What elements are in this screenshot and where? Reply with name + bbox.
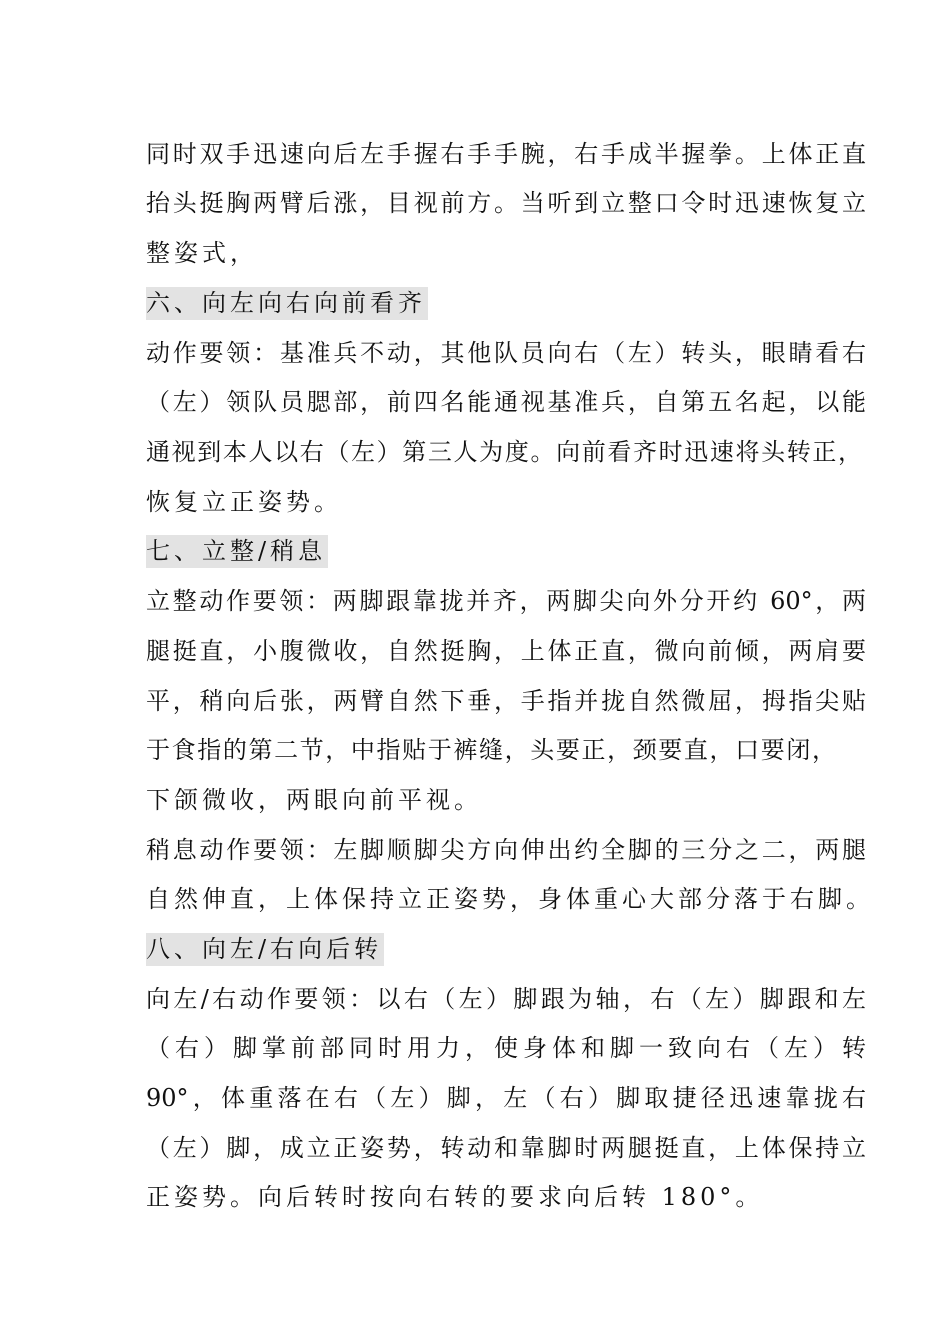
section-heading-text: 八、向左/右向后转 — [146, 933, 384, 966]
section-heading-8 — [146, 932, 866, 966]
paragraph-line: 下颌微收，两眼向前平视。 — [146, 786, 482, 814]
section-heading-text: 六、向左向右向前看齐 — [146, 287, 428, 320]
paragraph-line: 90°，体重落在右（左）脚，左（右）脚取捷径迅速靠拢右 — [146, 1084, 866, 1112]
paragraph-line: 动作要领：基准兵不动，其他队员向右（左）转头，眼睛看右 — [146, 339, 866, 367]
paragraph-line: 稍息动作要领：左脚顺脚尖方向伸出约全脚的三分之二，两腿 — [146, 836, 866, 864]
paragraph-line: 立整动作要领：两脚跟靠拢并齐，两脚尖向外分开约 60°，两 — [146, 587, 866, 615]
paragraph-line: 同时双手迅速向后左手握右手手腕，右手成半握拳。上体正直 — [146, 140, 866, 168]
paragraph-line: （左）领队员腮部，前四名能通视基准兵，自第五名起，以能 — [146, 388, 866, 416]
section-heading-text: 七、立整/稍息 — [146, 535, 328, 568]
paragraph-line: 通视到本人以右（左）第三人为度。向前看齐时迅速将头转正， — [146, 438, 862, 466]
paragraph-line: 向左/右动作要领：以右（左）脚跟为轴，右（左）脚跟和左 — [146, 985, 866, 1013]
paragraph-line: 于食指的第二节，中指贴于裤缝，头要正，颈要直，口要闭， — [146, 736, 836, 764]
paragraph-line: （右）脚掌前部同时用力，使身体和脚一致向右（左）转 — [146, 1034, 866, 1062]
paragraph-line: 平，稍向后张，两臂自然下垂，手指并拢自然微屈，拇指尖贴 — [146, 687, 866, 715]
paragraph-line: 恢复立正姿势。 — [146, 488, 342, 516]
section-heading-6 — [146, 286, 866, 320]
paragraph-line: 腿挺直，小腹微收，自然挺胸，上体正直，微向前倾，两肩要 — [146, 637, 866, 665]
paragraph-line: 整姿式， — [146, 239, 258, 267]
paragraph-line: 自然伸直，上体保持立正姿势，身体重心大部分落于右脚。 — [146, 885, 874, 913]
paragraph-line: 正姿势。向后转时按向右转的要求向后转 180°。 — [146, 1183, 764, 1211]
paragraph-line: 抬头挺胸两臂后涨，目视前方。当听到立整口令时迅速恢复立 — [146, 189, 866, 217]
paragraph-line: （左）脚，成立正姿势，转动和靠脚时两腿挺直，上体保持立 — [146, 1134, 866, 1162]
section-heading-7 — [146, 534, 866, 568]
